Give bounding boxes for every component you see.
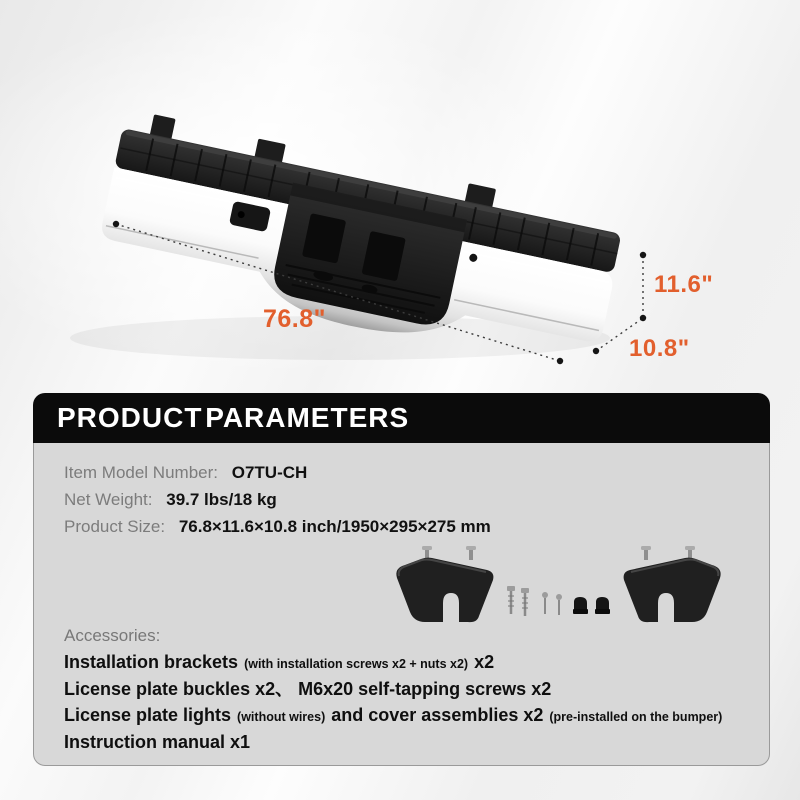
spec-row-size — [64, 513, 491, 540]
spec-label: Net Weight: — [64, 490, 153, 509]
accessory-text: Installation brackets — [64, 652, 239, 672]
accessory-note: (with installation screws x2 + nuts x2) — [244, 657, 469, 671]
hero-section — [0, 0, 800, 392]
nuts-image — [573, 597, 610, 614]
accessory-line-manual — [64, 730, 754, 756]
bumper-image — [0, 0, 800, 392]
accessories-list — [64, 650, 754, 756]
spec-row-model — [64, 459, 491, 486]
accessory-qty: x2 — [474, 652, 495, 672]
accessory-line-buckles-screws — [64, 677, 754, 703]
panel-body — [33, 443, 770, 766]
spec-list — [64, 459, 491, 540]
spec-label: Item Model Number: — [64, 463, 218, 482]
accessory-text: and cover assemblies x2 — [331, 705, 544, 725]
spec-row-weight — [64, 486, 491, 513]
height-dimension-label: 11.6" — [654, 271, 714, 298]
accessories-heading: Accessories: — [64, 626, 161, 645]
accessory-note: (without wires) — [237, 710, 326, 724]
accessories-image — [391, 546, 726, 632]
spec-value: O7TU-CH — [231, 463, 308, 482]
bracket-left-image — [396, 546, 493, 622]
accessory-line-brackets — [64, 650, 754, 677]
depth-dimension-label: 10.8" — [629, 335, 690, 362]
spec-label: Product Size: — [64, 517, 166, 536]
accessory-note: (pre-installed on the bumper) — [549, 710, 723, 724]
accessory-text: License plate buckles x2、 M6x20 self-tapping screws x2 — [64, 679, 552, 699]
product-parameters-panel — [33, 393, 770, 766]
accessory-line-lights-covers — [64, 703, 754, 730]
bracket-right-image — [624, 546, 721, 622]
accessory-text: License plate lights — [64, 705, 232, 725]
panel-title: PRODUCT PARAMETERS — [33, 393, 770, 443]
accessory-text: Instruction manual x1 — [64, 732, 251, 752]
length-dimension-label: 76.8" — [263, 305, 327, 333]
spec-value: 39.7 lbs/18 kg — [166, 490, 277, 509]
spec-value: 76.8×11.6×10.8 inch/1950×295×275 mm — [178, 517, 491, 536]
screws-image — [507, 586, 562, 616]
